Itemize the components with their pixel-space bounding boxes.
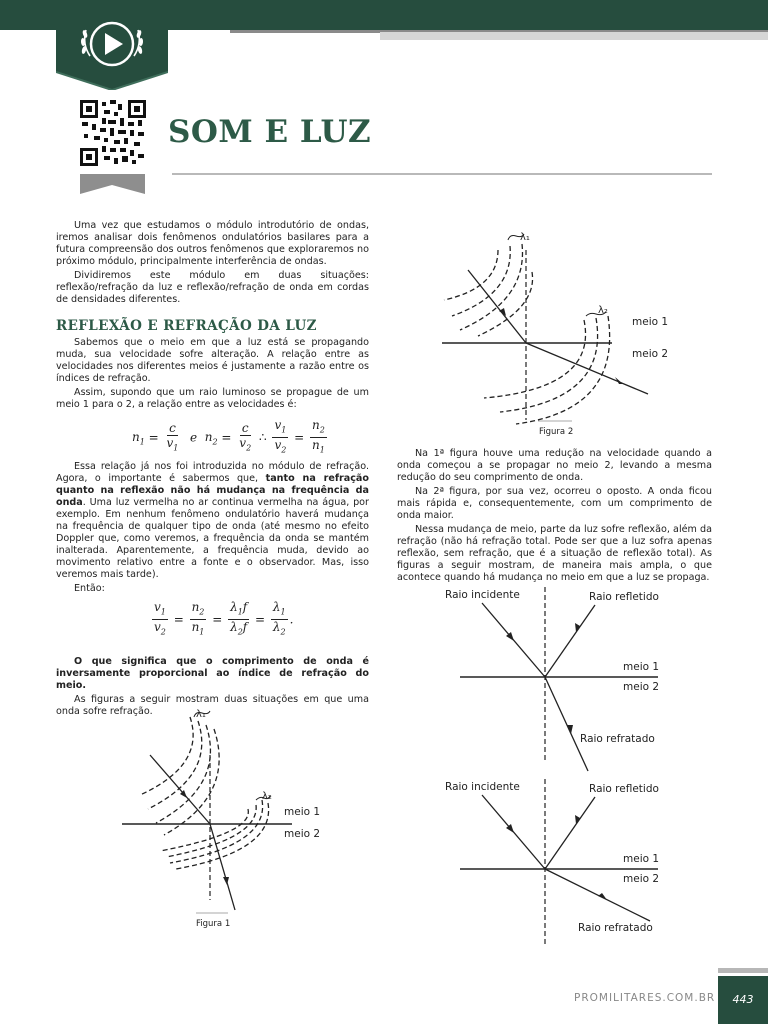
qr-code-icon[interactable] (80, 100, 146, 166)
page-title: SOM E LUZ (168, 114, 372, 150)
raio-incidente-label: Raio incidente (445, 589, 520, 601)
section-paragraph: Assim, supondo que um raio luminoso se propague de um meio 1 para o 2, a relação entre as velocidades é: (56, 387, 369, 410)
meio-2-label: meio 2 (284, 828, 321, 840)
intro-paragraph: Uma vez que estudamos o módulo introdutório de ondas, iremos analisar dois fenômenos ondulatórios basilares para a futura compreensão dos outros fenômenos que exploraremos no próximo módulo, principalmente interferência de ondas. (56, 220, 369, 267)
raio-refratado-label: Raio refratado (578, 922, 653, 934)
right-paragraph: Nessa mudança de meio, parte da luz sofre reflexão, além da refração (não há refração total. Pode ser que a luz sofra apenas reflexão, sem refração, que é a situação de reflexão total). As figuras a seguir mostram, de maneira mais ampla, o que acontece quando há mudança no meio em que a luz se propaga. (397, 524, 712, 583)
intro-text (56, 220, 369, 306)
meio-2-label: meio 2 (623, 681, 660, 693)
doppler-paragraph: Essa relação já nos foi introduzida no módulo de refração. Agora, o importante é sabermos que, tanto na refração quanto na reflexão não há mudança na frequência da onda. Uma luz vermelha no ar continua vermelha na água, por exemplo. Em nenhum fenômeno ondulatório haverá mudança na frequência de qualquer tipo de onda (até mesmo no efeito Doppler que, como veremos, a frequência da onda se mantém inalterada. Aparentemente, a frequência muda, devido ao movimento relativo entre a fonte e o observador. Mas, isso veremos mais tarde). (56, 461, 370, 580)
section-paragraph: Sabemos que o meio em que a luz está se propagando muda, sua velocidade sofre alteração. A relação entre as velocidades nos diferentes meios é justamente a razão entre os índices de refração. (56, 337, 369, 384)
frequency-statement: tanto na refração quanto na reflexão não há mudança na frequência da onda (56, 473, 370, 508)
right-paragraph: Na 1ª figura houve uma redução na velocidade quando a onda começou a se propagar no meio 2, levando a mesma redução do seu comprimento de onda. (397, 448, 712, 483)
lambda-1-label: λ₁ (520, 232, 530, 243)
figure-1-caption: Figura 1 (196, 919, 231, 929)
qr-tab (80, 174, 145, 194)
meio-1-label: meio 1 (623, 853, 660, 865)
raio-incidente-label: Raio incidente (445, 781, 520, 793)
raio-refletido-label: Raio refletido (589, 783, 659, 795)
formula-indices: $n_1$ = $\frac{c}{v_1}$ e $n_2$ = $\frac{c}{v_2}$ ∴ $\frac{v_1}{v_2}$ = $\frac{n_2}{n_1}$ (132, 418, 325, 455)
footer-url[interactable]: PROMILITARES.COM.BR (574, 992, 716, 1004)
reflection-refraction-diagram-2 (440, 775, 670, 950)
intro-paragraph: Dividiremos este módulo em duas situações: reflexão/refração da luz e reflexão/refração de onda em cordas de densidades diferentes. (56, 270, 369, 305)
figures-intro: As figuras a seguir mostram duas situações em que uma onda sofre refração. (56, 694, 369, 717)
right-column-text (397, 448, 712, 584)
lambda-2-label: λ₂ (262, 791, 272, 802)
figure-2-diagram (438, 228, 668, 443)
raio-refratado-label: Raio refratado (580, 733, 655, 745)
page-number: 443 (732, 993, 754, 1006)
lambda-2-label: λ₂ (598, 305, 608, 316)
meio-1-label: meio 1 (623, 661, 660, 673)
figure-2-caption: Figura 2 (539, 427, 574, 437)
title-rule (172, 173, 712, 175)
reflection-refraction-diagram-1 (440, 583, 670, 773)
bold-statement: O que significa que o comprimento de onda é inversamente proporcional ao índice de refração do meio. (56, 656, 369, 691)
figure-1-diagram (120, 705, 321, 930)
section-heading: REFLEXÃO E REFRAÇÃO DA LUZ (56, 318, 317, 334)
meio-1-label: meio 1 (632, 316, 669, 328)
top-banner-shadow (380, 32, 768, 40)
section-text (56, 337, 369, 411)
meio-2-label: meio 2 (623, 873, 660, 885)
raio-refletido-label: Raio refletido (589, 591, 659, 603)
meio-1-label: meio 1 (284, 806, 321, 818)
right-paragraph: Na 2ª figura, por sua vez, ocorreu o oposto. A onda ficou mais rápida e, consequentemente, com um comprimento de onda maior. (397, 486, 712, 521)
play-circle-laurel-icon (56, 0, 168, 90)
lambda-1-label: λ₁ (196, 709, 206, 720)
doppler-text (56, 461, 369, 595)
formula-wavelength: $\frac{v_1}{v_2}$ = $\frac{n_2}{n_1}$ = $\frac{\lambda_1f}{\lambda_2f}$ = $\frac{\lambda_1}{\lambda_2}$ . (154, 600, 294, 637)
entao-label: Então: (74, 583, 105, 594)
footer-box-rule (718, 968, 768, 973)
meio-2-label: meio 2 (632, 348, 669, 360)
